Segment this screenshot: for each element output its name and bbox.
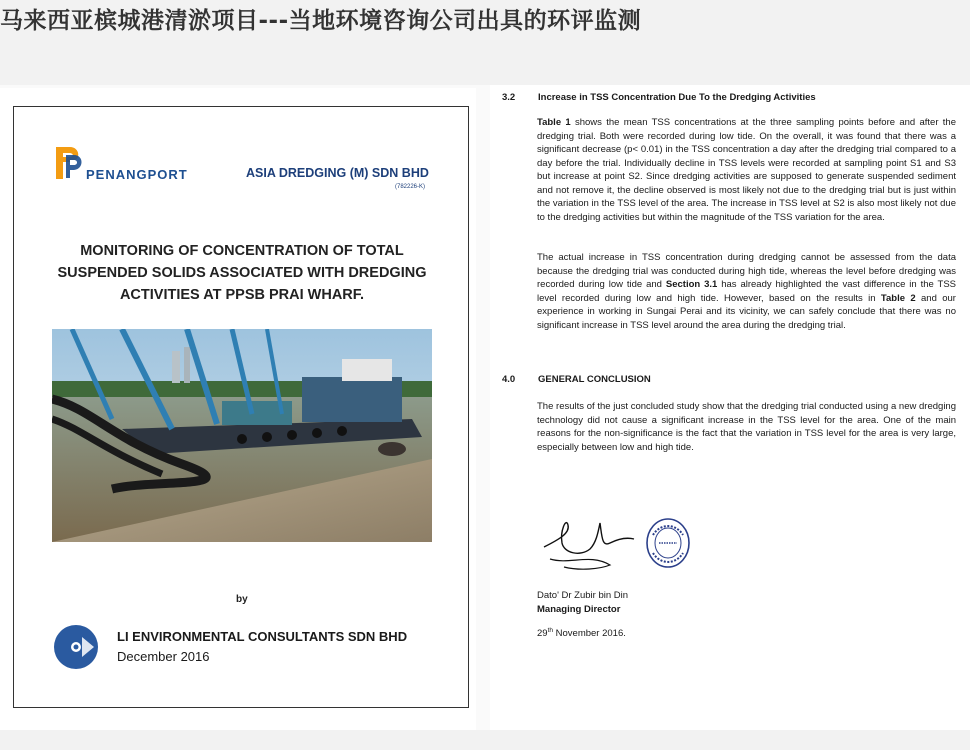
report-page <box>490 85 970 730</box>
page-banner <box>0 0 970 82</box>
report-cover <box>13 106 469 708</box>
section-title: GENERAL CONCLUSION <box>538 374 651 385</box>
cover-title: MONITORING OF CONCENTRATION OF TOTAL SUSPENDED SOLIDS ASSOCIATED WITH DREDGING ACTIVITIES AT PPSB PRAI WHARF. <box>57 243 427 303</box>
penangport-logo-icon <box>54 145 86 181</box>
asia-dredging-reg: (782226-K) <box>395 184 426 190</box>
table-ref: Table 2 <box>880 292 916 304</box>
li-environmental-logo-icon <box>52 623 100 671</box>
section-number: 4.0 <box>502 374 516 385</box>
cover-date: December 2016 <box>117 649 210 664</box>
company-stamp <box>645 517 691 569</box>
section-title: Increase in TSS Concentration Due To the Dredging Activities <box>538 92 816 103</box>
consultant-name: LI ENVIRONMENTAL CONSULTANTS SDN BHD <box>117 629 408 644</box>
paragraph-conclusion: The results of the just concluded study show that the dredging trial conducted using a new dredging technology did not cause a significant increase in the TSS level for the area. One of the main reasons for the non-significance is the fact that the variation in TSS level for the area is very large, especially between low and high tide. <box>537 401 956 453</box>
penangport-name: PENANGPORT <box>86 167 188 182</box>
banner-title: 马来西亚槟城港清淤项目---当地环境咨询公司出具的环评监测 <box>0 8 642 34</box>
signer-name: Dato' Dr Zubir bin Din <box>537 590 629 601</box>
paragraph-text: shows the mean TSS concentrations at the three sampling points before and after the dredging trial. Both were recorded during low tide. On the overall, it was found that there was a significant decrease (p< 0.01) in the TSS concentration a day after the dredging trial compared to a day before the trial. Individually decline in TSS levels were recorded at sampling point S1 and S3 but increase at point S2. Since dredging activities are supposed to generate suspended sediment and not remove it, the decline observed is most likely not due to the dredging trial but is just within the variation in the TSS level of the area. The increase in TSS level at S2 is also most likely not due to the dredging activities but within the magnitude of the TSS variation for the area. <box>537 117 956 223</box>
signature <box>540 513 636 573</box>
signature-date: 29th November 2016. <box>537 627 626 640</box>
paragraph-tss-dredging <box>537 251 956 332</box>
paragraph-text: The actual increase in TSS concentration during dredging cannot be assessed from the data because the dredging trial was conducted during high tide, whereas the level before dredging was recorded during low tide and <box>537 252 956 290</box>
paragraph-text: has already highlighted the vast difference in the TSS level recorded during low and high tide. However, based on the results in <box>537 279 956 304</box>
dredging-barge-photo <box>52 329 432 542</box>
signer-role: Managing Director <box>537 604 621 615</box>
asia-dredging-name: ASIA DREDGING (M) SDN BHD <box>246 166 429 180</box>
section-number: 3.2 <box>502 92 516 103</box>
paragraph-tss-decrease <box>537 116 956 224</box>
paragraph-text: and our experience in working in Sungai Perai and its vicinity, we can safely conclude that there was no significant increase in TSS level around the area during the dredging trial. <box>537 292 956 331</box>
table-ref: Table 1 <box>537 117 571 128</box>
section-ref: Section 3.1 <box>665 279 718 290</box>
by-label: by <box>236 594 248 605</box>
